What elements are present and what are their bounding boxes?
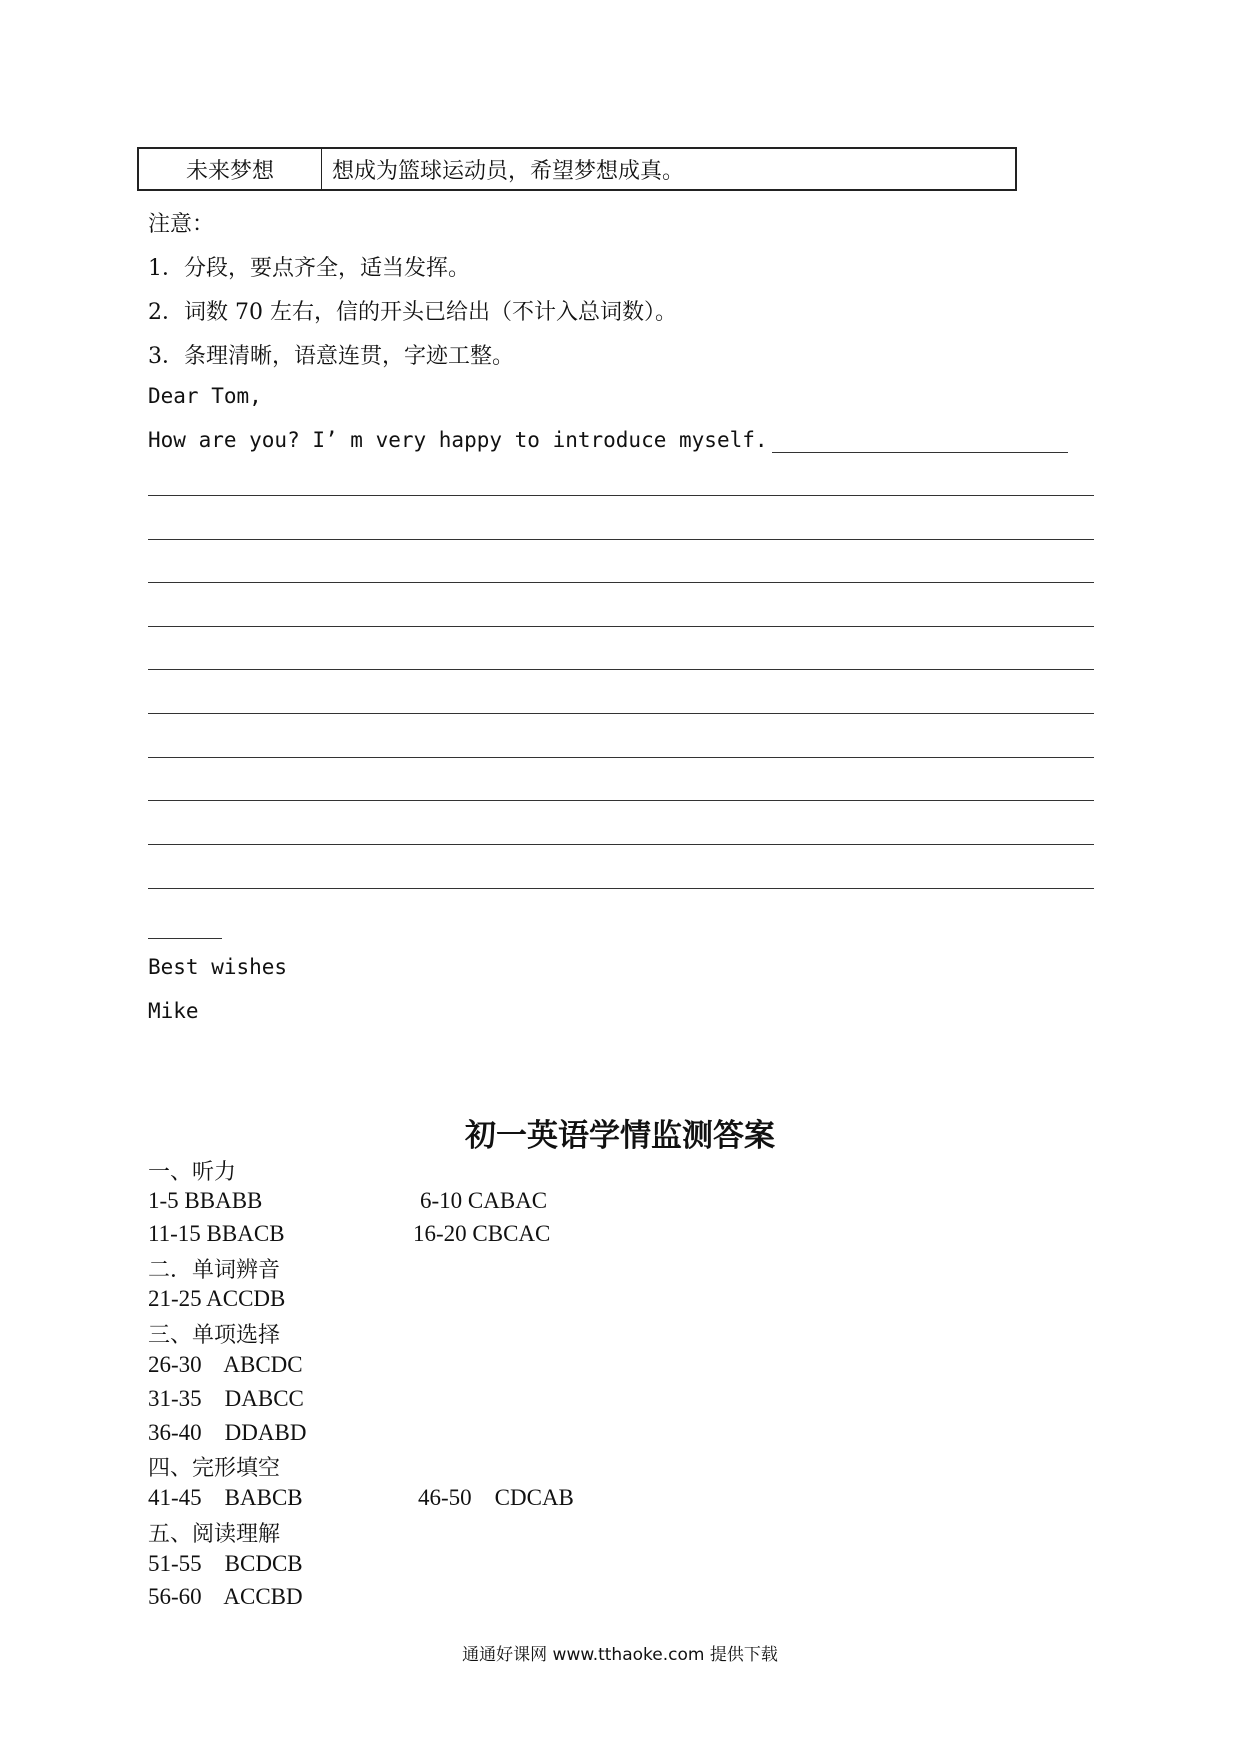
answer-row: 46-50 CDCAB (418, 1485, 574, 1510)
answer-row: 41-45 BABCB (148, 1485, 303, 1510)
answer-row: 1-5 BBABB (148, 1188, 263, 1213)
note-item-2: 2．词数 70 左右，信的开头已给出（不计入总词数）。 (148, 300, 677, 325)
answer-row: 51-55 BCDCB (148, 1551, 303, 1576)
writing-line (148, 669, 1094, 670)
note-item-3: 3．条理清晰，语意连贯，字迹工整。 (148, 344, 514, 369)
section-reading: 五、阅读理解 (148, 1522, 281, 1547)
answer-row: 26-30 ABCDC (148, 1352, 303, 1377)
writing-line (148, 888, 1094, 889)
writing-line (148, 582, 1094, 583)
answer-row: 6-10 CABAC (420, 1188, 548, 1213)
writing-line (148, 757, 1094, 758)
answers-title: 初一英语学情监测答案 (465, 1118, 775, 1154)
answer-row: 56-60 ACCBD (148, 1584, 303, 1609)
writing-line (148, 844, 1094, 845)
table-content-cell: 想成为篮球运动员，希望梦想成真。 (332, 158, 685, 184)
table-label-cell: 未来梦想 (139, 149, 322, 189)
answer-row: 31-35 DABCC (148, 1386, 304, 1411)
writing-line (148, 495, 1094, 496)
writing-line (772, 452, 1068, 453)
section-phonetics: 二．单词辨音 (148, 1258, 281, 1283)
answer-row: 16-20 CBCAC (413, 1221, 551, 1246)
answer-row: 36-40 DDABD (148, 1420, 307, 1445)
writing-line (148, 713, 1094, 714)
letter-opening: How are you? I’ m very happy to introduce myself. (148, 428, 768, 452)
writing-line (148, 539, 1094, 540)
footer-credit: 通通好课网 www.tthaoke.com 提供下载 (462, 1645, 778, 1665)
section-cloze: 四、完形填空 (148, 1456, 281, 1481)
letter-closing: Best wishes (148, 955, 288, 979)
writing-line (148, 626, 1094, 627)
letter-signature: Mike (148, 999, 199, 1023)
letter-greeting: Dear Tom, (148, 384, 262, 408)
section-listening: 一、听力 (148, 1160, 237, 1185)
note-item-1: 1．分段，要点齐全，适当发挥。 (148, 256, 470, 281)
section-choice: 三、单项选择 (148, 1323, 281, 1348)
info-table (137, 147, 1017, 191)
writing-line (148, 800, 1094, 801)
writing-line (148, 938, 222, 939)
answer-row: 11-15 BBACB (148, 1221, 285, 1246)
answer-row: 21-25 ACCDB (148, 1286, 286, 1311)
notes-heading: 注意： (148, 212, 215, 237)
